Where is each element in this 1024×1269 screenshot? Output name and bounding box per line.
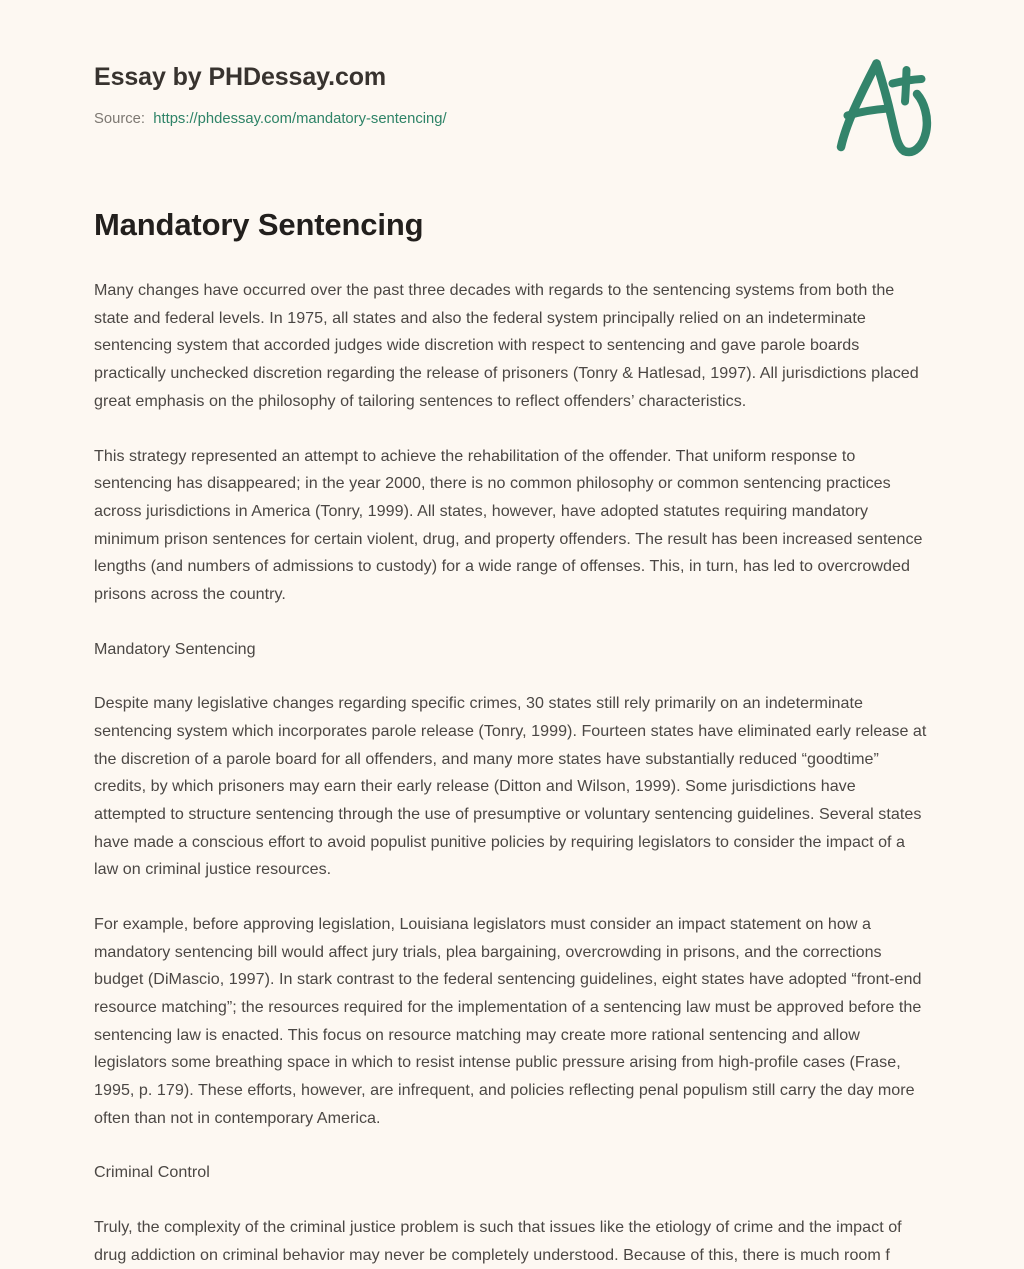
article-paragraph: Despite many legislative changes regarding specific crimes, 30 states still rely primarily on an indeterminate sentencing system which incorporates parole release (Tonry, 1999). Fourteen states have eliminated early release at the discretion of a parole board for all offenders, and many more states have substantially reduced “goodtime” credits, by which prisoners may earn their early release (Ditton and Wilson, 1999). Some jurisdictions have attempted to structure sentencing through the use of presumptive or voluntary sentencing guidelines. Several states have made a conscious effort to avoid populist punitive policies by requiring legislators to consider the impact of a law on criminal justice resources. (94, 694, 927, 879)
article-title: Mandatory Sentencing (94, 206, 424, 242)
aplus-logo-icon (822, 50, 944, 162)
source-label: Source: (94, 111, 145, 128)
article-paragraph: Many changes have occurred over the past three decades with regards to the sentencing systems from both the state and federal levels. In 1975, all states and also the federal system principally relied on an indeterminate sentencing system that accorded judges wide discretion with respect to sentencing and gave parole boards practically unchecked discretion regarding the release of prisoners (Tonry & Hatlesad, 1997). All jurisdictions placed great emphasis on the philosophy of tailoring sentences to reflect offenders’ characteristics. (94, 281, 919, 410)
document-header (0, 0, 1024, 130)
article-paragraph: This strategy represented an attempt to achieve the rehabilitation of the offender. That uniform response to sentencing has disappeared; in the year 2000, there is no common philosophy or common sentencing practices across jurisdictions in America (Tonry, 1999). All states, however, have adopted statutes requiring mandatory minimum prison sentences for certain violent, drug, and property offenders. The result has been increased sentence lengths (and numbers of admissions to custody) for a wide range of offenses. This, in turn, has led to overcrowded prisons across the country. (94, 446, 923, 603)
article-paragraph: For example, before approving legislation, Louisiana legislators must consider an impact statement on how a mandatory sentencing bill would affect jury trials, plea bargaining, overcrowding in prisons, and the corrections budget (DiMascio, 1997). In stark contrast to the federal sentencing guidelines, eight states have adopted “front-end resource matching”; the resources required for the implementation of a sentencing law must be approved before the sentencing law is enacted. This focus on resource matching may create more rational sentencing and allow legislators some breathing space in which to resist intense public pressure arising from high-profile cases (Frase, 1995, p. 179). These efforts, however, are infrequent, and policies reflecting penal populism still carry the day more often than not in contemporary America. (94, 914, 922, 1127)
article-subheading: Criminal Control (94, 1163, 210, 1182)
article-subheading: Mandatory Sentencing (94, 639, 256, 658)
article-paragraph: Truly, the complexity of the criminal justice problem is such that issues like the etiology of crime and the impact of drug addiction on criminal behavior may never be completely understood. Because of this, there is much room f (94, 1217, 902, 1264)
article-body (94, 277, 928, 1269)
source-link[interactable]: https://phdessay.com/mandatory-sentencing/ (153, 111, 447, 128)
article (0, 206, 1024, 1269)
page-title: Essay by PHDessay.com (94, 63, 387, 91)
phdessay-aplus-logo (822, 50, 944, 162)
source-line (94, 109, 928, 130)
